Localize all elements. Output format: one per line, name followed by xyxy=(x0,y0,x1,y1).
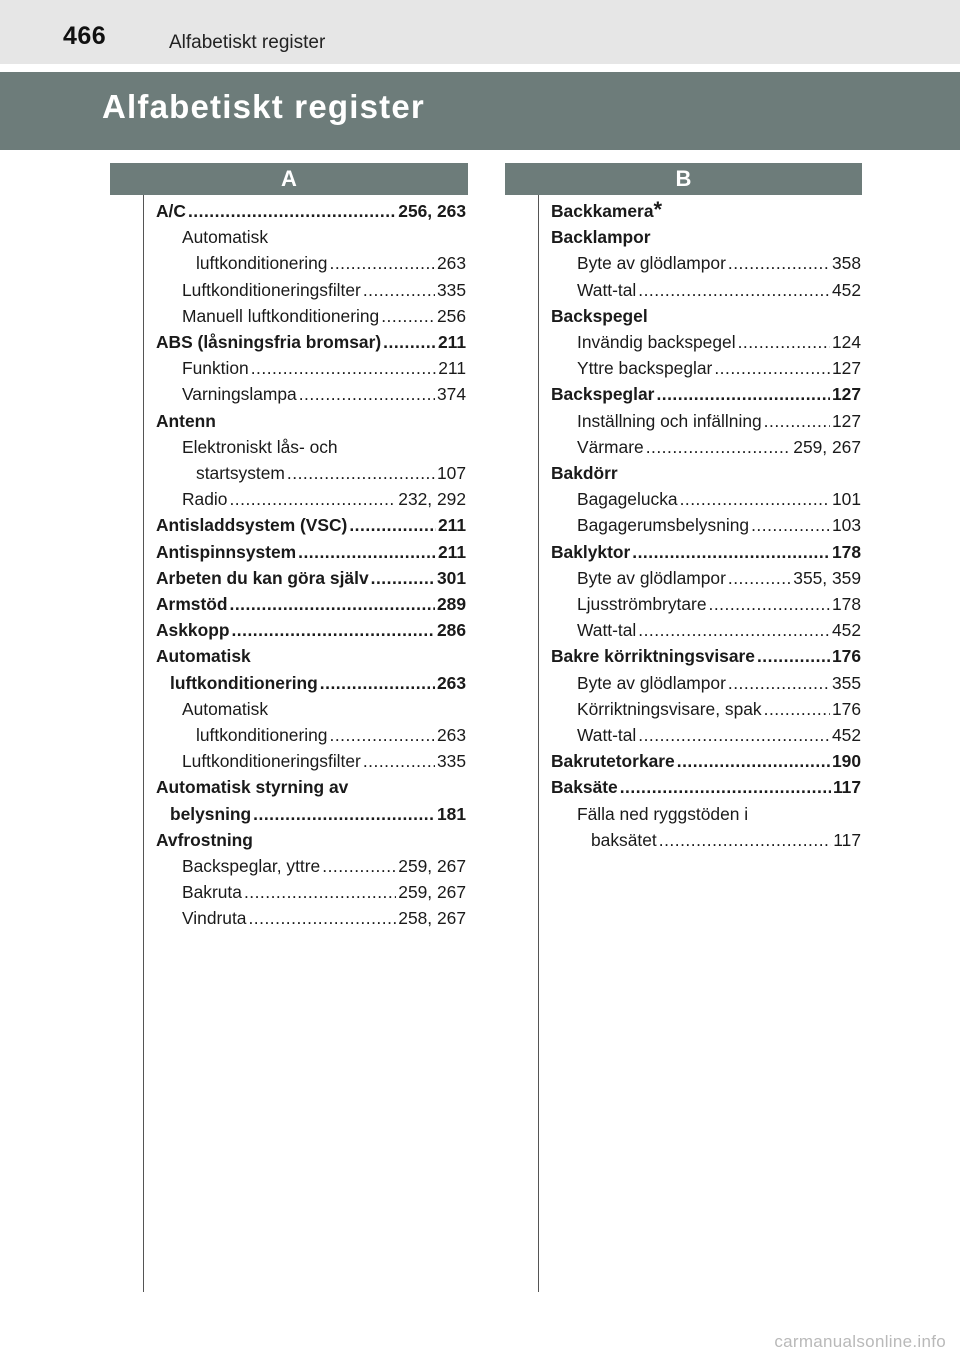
dot-leader xyxy=(764,408,830,434)
page-reference: 127 xyxy=(831,384,861,405)
page-reference: 286 xyxy=(436,620,466,641)
section-letter-a: A xyxy=(110,163,468,195)
index-term: Antenn xyxy=(156,410,216,431)
index-term: Bagagerumsbelysning xyxy=(577,515,750,536)
index-entry xyxy=(156,748,466,774)
index-term: Antisladdsystem (VSC) xyxy=(156,515,348,536)
dot-leader xyxy=(381,303,435,329)
dot-leader xyxy=(638,277,830,303)
index-entry xyxy=(551,460,861,486)
dot-leader xyxy=(677,748,830,774)
index-entry xyxy=(156,355,466,381)
page-number: 466 xyxy=(63,22,107,50)
dot-leader xyxy=(646,434,792,460)
dot-leader xyxy=(363,748,435,774)
index-entry xyxy=(551,381,861,407)
page-reference: 101 xyxy=(831,489,861,510)
index-entry xyxy=(156,853,466,879)
index-entry xyxy=(156,198,466,224)
dot-leader xyxy=(349,512,436,538)
index-entry xyxy=(551,801,861,827)
page-reference: 263 xyxy=(436,253,466,274)
index-entry xyxy=(551,408,861,434)
page-reference: 335 xyxy=(436,751,466,772)
index-term: Funktion xyxy=(182,358,249,379)
page-reference: 211 xyxy=(437,515,466,536)
page-reference: 124 xyxy=(831,332,861,353)
index-term: Elektroniskt lås- och xyxy=(182,436,338,457)
page-reference: 181 xyxy=(436,803,466,824)
page-reference: 335 xyxy=(436,279,466,300)
index-term: Värmare xyxy=(577,436,644,457)
dot-leader xyxy=(638,617,830,643)
index-entry xyxy=(156,512,466,538)
dot-leader xyxy=(764,696,830,722)
index-term: Varningslampa xyxy=(182,384,297,405)
index-term: Yttre backspeglar xyxy=(577,358,713,379)
index-term: Invändig backspegel xyxy=(577,332,736,353)
index-entry xyxy=(551,748,861,774)
column-divider-b xyxy=(538,195,539,1292)
page-reference: 190 xyxy=(831,751,861,772)
index-entry xyxy=(156,224,466,250)
page-reference: 301 xyxy=(436,567,466,588)
index-term: Baklyktor xyxy=(551,541,631,562)
page-reference: 117 xyxy=(833,829,861,850)
index-term: Askkopp xyxy=(156,620,230,641)
page-reference: 176 xyxy=(831,698,861,719)
index-term: ABS (låsningsfria bromsar) xyxy=(156,332,382,353)
index-term: Bakrutetorkare xyxy=(551,751,675,772)
dot-leader xyxy=(244,879,396,905)
index-entry xyxy=(156,486,466,512)
dot-leader xyxy=(751,512,830,538)
page-reference: 178 xyxy=(831,594,861,615)
index-term: Baksäte xyxy=(551,777,618,798)
index-entry xyxy=(156,408,466,434)
page-reference: 259, 267 xyxy=(398,856,466,877)
dot-leader xyxy=(229,486,396,512)
index-entry xyxy=(156,774,466,800)
page-reference: 452 xyxy=(831,725,861,746)
index-term: Bakdörr xyxy=(551,463,618,484)
page-reference: 127 xyxy=(831,410,861,431)
index-entry xyxy=(551,329,861,355)
index-entry: Backkamera * xyxy=(551,198,861,224)
page-reference: 256 xyxy=(436,305,466,326)
page-reference: 263 xyxy=(436,672,466,693)
dot-leader xyxy=(322,853,396,879)
index-term: luftkonditionering xyxy=(196,253,328,274)
dot-leader xyxy=(757,643,830,669)
dot-leader xyxy=(230,591,435,617)
index-term: Byte av glödlampor xyxy=(577,567,726,588)
page-reference: 452 xyxy=(831,279,861,300)
index-entry xyxy=(156,722,466,748)
dot-leader xyxy=(728,670,830,696)
index-term: Backspeglar, yttre xyxy=(182,856,321,877)
index-term: luftkonditionering xyxy=(196,725,328,746)
index-column-a xyxy=(156,198,466,932)
index-entry xyxy=(551,670,861,696)
index-term: Fälla ned ryggstöden i xyxy=(577,803,749,824)
index-entry xyxy=(156,434,466,460)
index-entry xyxy=(551,303,861,329)
index-term: A/C xyxy=(156,201,186,221)
dot-leader xyxy=(728,250,830,276)
index-term: Bagagelucka xyxy=(577,489,678,510)
index-term: Automatisk xyxy=(182,698,269,719)
page-reference: 263 xyxy=(436,725,466,746)
index-term: Antispinnsystem xyxy=(156,541,297,562)
index-term: baksätet xyxy=(591,829,657,850)
page-reference: 355, 359 xyxy=(793,567,861,588)
index-entry xyxy=(156,905,466,931)
index-term: Byte av glödlampor xyxy=(577,672,726,693)
index-entry xyxy=(156,381,466,407)
index-entry xyxy=(156,643,466,669)
dot-leader xyxy=(656,381,830,407)
page-reference: 117 xyxy=(832,777,861,798)
index-entry xyxy=(156,696,466,722)
page-reference: 232, 292 xyxy=(398,489,466,510)
page-reference: 211 xyxy=(438,358,466,379)
index-term: Watt-tal xyxy=(577,725,637,746)
watermark: carmanualsonline.info xyxy=(774,1332,946,1351)
index-entry xyxy=(156,303,466,329)
page-reference: 127 xyxy=(831,358,861,379)
index-entry xyxy=(156,670,466,696)
page-reference: 452 xyxy=(831,620,861,641)
section-letter-b: B xyxy=(505,163,862,195)
dot-leader xyxy=(329,722,435,748)
page-reference: 258, 267 xyxy=(398,908,466,929)
dot-leader xyxy=(231,617,435,643)
index-term: Backkamera xyxy=(551,201,654,221)
index-term: startsystem xyxy=(196,463,285,484)
index-entry xyxy=(551,774,861,800)
index-term: Backspegel xyxy=(551,305,648,326)
dot-leader xyxy=(709,591,830,617)
index-term: Arbeten du kan göra själv xyxy=(156,567,369,588)
index-entry xyxy=(551,434,861,460)
index-entry xyxy=(156,617,466,643)
index-entry xyxy=(551,565,861,591)
page-reference: 374 xyxy=(436,384,466,405)
dot-leader xyxy=(728,565,791,591)
index-entry xyxy=(551,512,861,538)
page-title: Alfabetiskt register xyxy=(102,88,425,125)
dot-leader xyxy=(383,329,436,355)
index-entry xyxy=(156,460,466,486)
index-entry xyxy=(156,539,466,565)
index-entry xyxy=(551,355,861,381)
index-term: Ljusströmbrytare xyxy=(577,594,707,615)
index-entry xyxy=(551,696,861,722)
index-entry xyxy=(551,224,861,250)
index-term: Watt-tal xyxy=(577,279,637,300)
index-term: Avfrostning xyxy=(156,829,253,850)
dot-leader xyxy=(632,539,830,565)
index-term: Backspeglar xyxy=(551,384,655,405)
index-entry xyxy=(551,486,861,512)
index-term: Bakre körriktningsvisare xyxy=(551,646,755,667)
dot-leader xyxy=(680,486,830,512)
page-reference: 256, 263 xyxy=(398,201,466,221)
page-reference: 178 xyxy=(831,541,861,562)
index-entry xyxy=(551,539,861,565)
dot-leader xyxy=(320,670,435,696)
page-reference: 259, 267 xyxy=(793,436,861,457)
dot-leader xyxy=(299,381,435,407)
index-term: Automatisk xyxy=(156,646,251,667)
page-reference: 259, 267 xyxy=(398,882,466,903)
index-entry xyxy=(551,617,861,643)
index-term: Luftkonditioneringsfilter xyxy=(182,751,361,772)
index-term: Backlampor xyxy=(551,227,651,248)
index-entry xyxy=(156,801,466,827)
index-entry xyxy=(551,722,861,748)
index-term: Watt-tal xyxy=(577,620,637,641)
index-term: Radio xyxy=(182,489,228,510)
dot-leader xyxy=(329,250,435,276)
top-header-bar xyxy=(0,0,960,64)
index-term: Vindruta xyxy=(182,908,247,929)
index-entry xyxy=(156,591,466,617)
index-entry xyxy=(551,250,861,276)
page-reference: 103 xyxy=(831,515,861,536)
index-entry xyxy=(156,329,466,355)
index-entry xyxy=(156,879,466,905)
dot-leader xyxy=(738,329,830,355)
index-entry xyxy=(156,277,466,303)
running-title: Alfabetiskt register xyxy=(169,32,326,53)
index-entry xyxy=(156,565,466,591)
index-term: Automatisk styrning av xyxy=(156,777,349,798)
page-reference: 211 xyxy=(437,541,466,562)
dot-leader xyxy=(638,722,830,748)
index-term: Manuell luftkonditionering xyxy=(182,305,380,326)
index-term: luftkonditionering xyxy=(170,672,318,693)
dot-leader xyxy=(248,905,396,931)
index-entry xyxy=(551,643,861,669)
page-reference: 355 xyxy=(831,672,861,693)
index-term: Inställning och infällning xyxy=(577,410,762,431)
index-entry xyxy=(551,591,861,617)
index-term: belysning xyxy=(170,803,252,824)
index-term: Bakruta xyxy=(182,882,242,903)
index-entry xyxy=(156,827,466,853)
page-reference: 107 xyxy=(436,463,466,484)
page-reference: 211 xyxy=(437,332,466,353)
dot-leader xyxy=(371,565,435,591)
page-reference: 358 xyxy=(831,253,861,274)
index-entry xyxy=(156,250,466,276)
dot-leader xyxy=(363,277,435,303)
dot-leader xyxy=(620,774,831,800)
index-term: Automatisk xyxy=(182,227,269,248)
index-column-b xyxy=(551,198,861,853)
dot-leader xyxy=(253,801,435,827)
page-reference: 289 xyxy=(436,594,466,615)
dot-leader xyxy=(251,355,437,381)
index-entry xyxy=(551,277,861,303)
column-divider-a xyxy=(143,195,144,1292)
index-term: Luftkonditioneringsfilter xyxy=(182,279,361,300)
dot-leader xyxy=(659,827,832,853)
index-term: Armstöd xyxy=(156,594,228,615)
dot-leader xyxy=(714,355,830,381)
dot-leader xyxy=(298,539,436,565)
index-term: Körriktningsvisare, spak xyxy=(577,698,762,719)
dot-leader xyxy=(287,460,435,486)
page-reference: 176 xyxy=(831,646,861,667)
index-entry xyxy=(551,827,861,853)
index-term: Byte av glödlampor xyxy=(577,253,726,274)
dot-leader xyxy=(188,198,396,224)
